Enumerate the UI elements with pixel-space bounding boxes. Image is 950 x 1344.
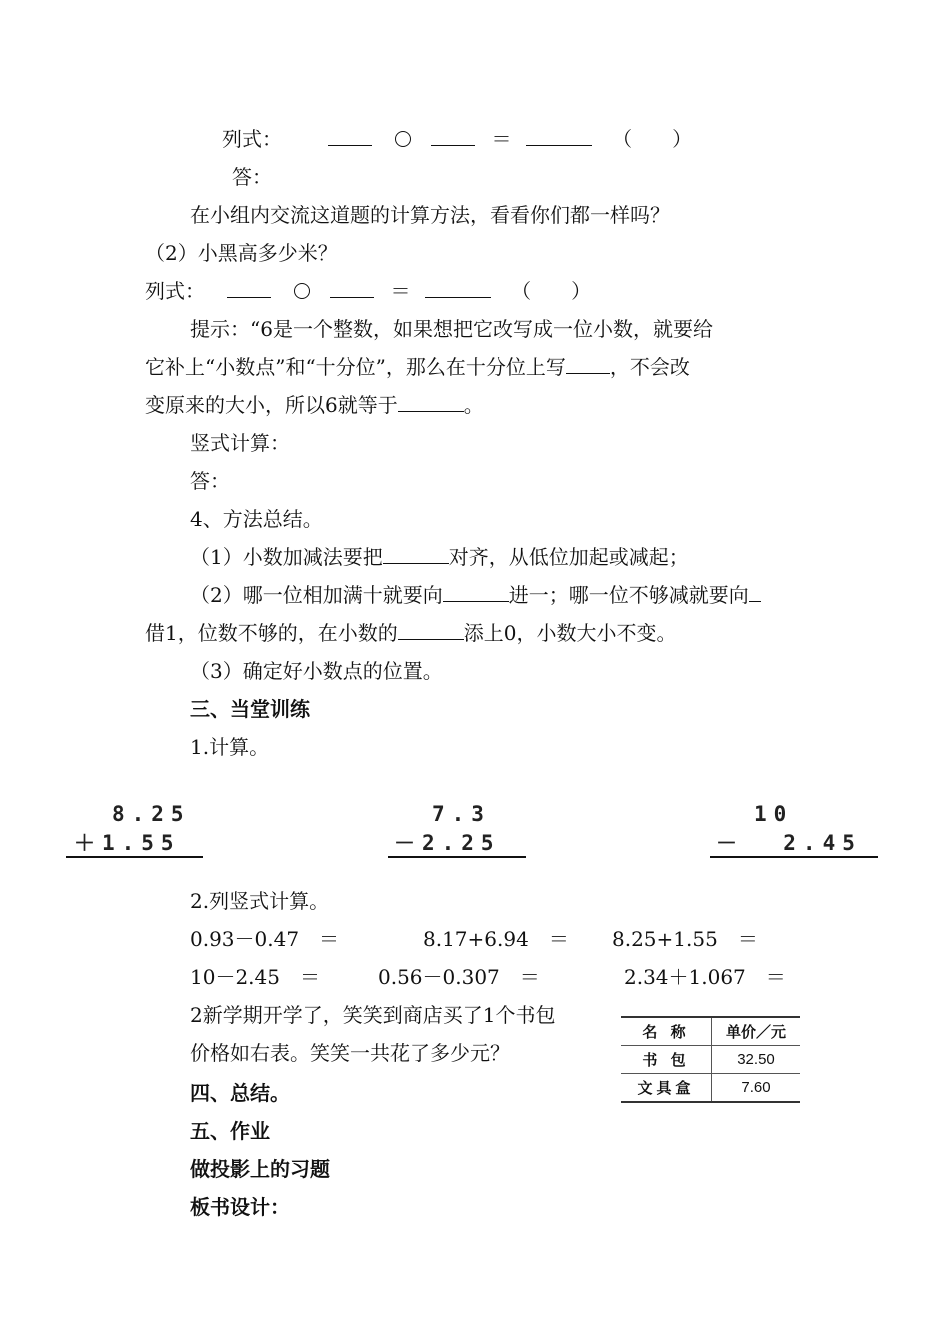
exercise-heading: 2.列竖式计算。 (190, 889, 330, 913)
question-heading: （2）小黑高多少米？ (145, 241, 338, 265)
answer-blank[interactable] (526, 125, 592, 146)
summary-text: 添上0，小数大小不变。 (463, 621, 677, 645)
answer-blank[interactable] (227, 277, 271, 298)
summary-text: 对齐，从低位加起或减起； (448, 545, 689, 569)
calc-problem: 10－2.45 ＝ (190, 965, 320, 989)
equals-sign: ＝ (390, 279, 411, 303)
calc-problem: 8.25+1.55 ＝ (612, 927, 758, 951)
table-cell: 书 包 (621, 1046, 712, 1074)
summary-item: （3）确定好小数点的位置。 (190, 659, 443, 683)
operator-circle[interactable] (294, 283, 310, 299)
answer-blank[interactable] (328, 125, 372, 146)
calc-problem: 0.93－0.47 ＝ (190, 927, 340, 951)
table-header-cell: 单价／元 (712, 1017, 801, 1046)
answer-blank[interactable] (398, 391, 464, 412)
summary-item (190, 580, 761, 610)
equals-sign: ＝ (491, 127, 512, 151)
vertical-calc-1-rule (66, 856, 203, 858)
unit-parentheses: （ ） (612, 127, 693, 151)
answer-blank[interactable] (398, 619, 464, 640)
hint-text: 它补上“小数点”和“十分位”，那么在十分位上写 (145, 355, 566, 379)
exercise-heading: 1.计算。 (190, 735, 270, 759)
unit-parentheses: （ ） (511, 279, 592, 303)
price-table (621, 1016, 800, 1103)
hint-line (145, 390, 484, 420)
word-problem: 价格如右表。笑笑一共花了多少元？ (190, 1041, 510, 1065)
table-row (621, 1046, 800, 1074)
answer-line: 答： (232, 165, 272, 189)
vertical-calc-2-rule (388, 856, 526, 858)
hint-line: 提示：“6是一个整数，如果想把它改写成一位小数，就要给 (190, 317, 713, 341)
section-heading: 四、总结。 (190, 1081, 290, 1105)
table-header-row (621, 1017, 800, 1046)
summary-text: （1）小数加减法要把 (190, 545, 383, 569)
calc-problem: 2.34＋1.067 ＝ (624, 965, 786, 989)
hint-text: 变原来的大小，所以6就等于 (145, 393, 398, 417)
table-cell: 文具盒 (621, 1074, 712, 1103)
summary-text: 借1，位数不够的，在小数的 (145, 621, 398, 645)
summary-item (145, 618, 676, 648)
word-problem (190, 1000, 597, 1030)
vertical-calc-3-bottom: － 2.45 (716, 831, 862, 855)
calc-problem: 0.56－0.307 ＝ (378, 965, 540, 989)
table-cell: 7.60 (712, 1074, 801, 1103)
section-heading: 4、方法总结。 (190, 507, 323, 531)
section-heading: 板书设计： (190, 1195, 290, 1219)
answer-blank[interactable] (425, 277, 491, 298)
summary-item (190, 542, 689, 572)
formula-line-2 (145, 276, 591, 306)
calc-problem: 8.17+6.94 ＝ (423, 927, 569, 951)
text-line: 竖式计算： (190, 431, 290, 455)
hint-line (145, 352, 690, 382)
operator-circle[interactable] (395, 131, 411, 147)
answer-blank[interactable] (749, 581, 761, 602)
summary-text: 进一；哪一位不够减就要向 (508, 583, 749, 607)
hint-text: 。 (463, 393, 484, 417)
answer-blank[interactable] (383, 543, 449, 564)
vertical-calc-1-top: 8.25 (112, 802, 191, 826)
section-heading: 做投影上的习题 (190, 1157, 330, 1181)
text-line: 在小组内交流这道题的计算方法，看看你们都一样吗？ (190, 203, 670, 227)
vertical-calc-1-bottom: ＋1.55 (74, 831, 181, 855)
formula-line-1 (222, 124, 692, 154)
section-heading: 三、当堂训练 (190, 697, 310, 721)
vertical-calc-3-top: 10 (754, 802, 794, 826)
answer-line: 答： (190, 469, 230, 493)
answer-blank[interactable] (330, 277, 374, 298)
answer-blank[interactable] (566, 353, 610, 374)
table-cell: 32.50 (712, 1046, 801, 1074)
hint-text: ，不会改 (609, 355, 690, 379)
table-row (621, 1074, 800, 1103)
vertical-calc-2-bottom: －2.25 (394, 831, 501, 855)
formula-label: 列式： (145, 279, 205, 303)
answer-blank[interactable] (443, 581, 509, 602)
section-heading: 五、作业 (190, 1119, 270, 1143)
vertical-calc-2-top: 7.3 (432, 802, 491, 826)
answer-blank[interactable] (431, 125, 475, 146)
vertical-calc-3-rule (710, 856, 878, 858)
summary-text: （2）哪一位相加满十就要向 (190, 583, 443, 607)
formula-label: 列式： (222, 127, 282, 151)
table-header-cell: 名 称 (621, 1017, 712, 1046)
word-problem-text: 2新学期开学了，笑笑到商店买了1个书包 (190, 1003, 556, 1027)
